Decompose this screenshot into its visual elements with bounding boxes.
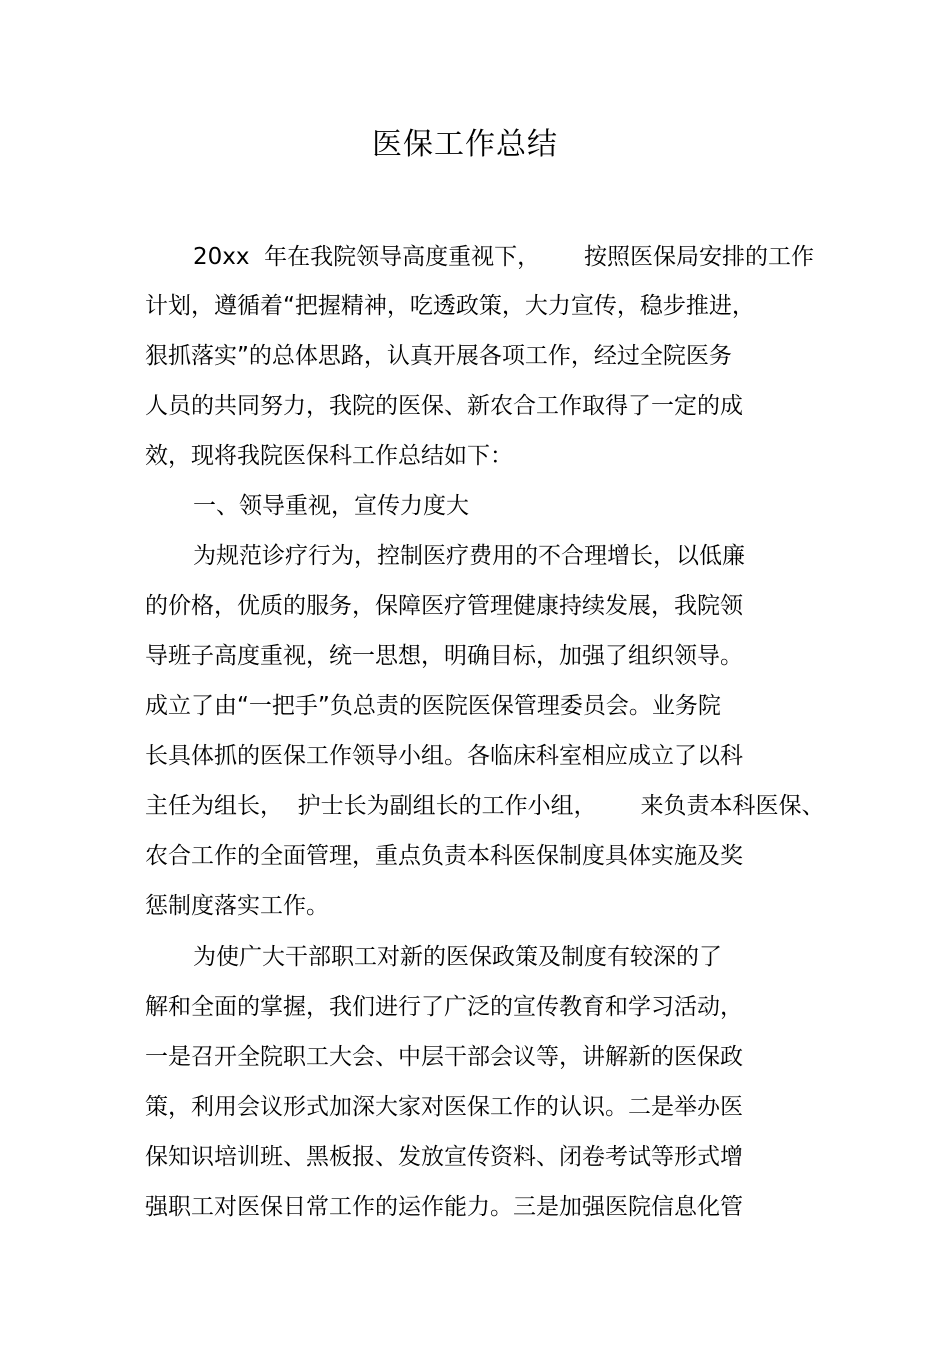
text-line: 主任为组长， 护士长为副组长的工作小组， 来负责本科医保、 — [145, 793, 825, 819]
text-line: 惩制度落实工作。 — [145, 893, 329, 919]
text-line: 农合工作的全面管理，重点负责本科医保制度具体实施及奖 — [145, 843, 743, 869]
text-line: 长具体抓的医保工作领导小组。各临床科室相应成立了以科 — [145, 743, 743, 769]
text-line: 强职工对医保日常工作的运作能力。三是加强医院信息化管 — [145, 1194, 743, 1220]
text-line: 为使广大干部职工对新的医保政策及制度有较深的了 — [193, 944, 722, 970]
text-line: 保知识培训班、黑板报、发放宣传资料、闭卷考试等形式增 — [145, 1144, 743, 1170]
text-line: 人员的共同努力，我院的医保、新农合工作取得了一定的成 — [145, 393, 743, 419]
text-line: 策，利用会议形式加深大家对医保工作的认识。二是举办医 — [145, 1094, 743, 1120]
text-line: 效，现将我院医保科工作总结如下： — [145, 443, 513, 469]
text-line: 导班子高度重视，统一思想，明确目标，加强了组织领导。 — [145, 643, 743, 669]
section-heading: 一、领导重视，宣传力度大 — [193, 493, 469, 519]
text-line: 的价格，优质的服务，保障医疗管理健康持续发展，我院领 — [145, 593, 743, 619]
text-line: 狠抓落实”的总体思路，认真开展各项工作，经过全院医务 — [145, 343, 732, 369]
text-line: 解和全面的掌握，我们进行了广泛的宣传教育和学习活动， — [145, 994, 743, 1020]
document-title: 医保工作总结 — [372, 127, 558, 162]
text-line: 成立了由“一把手”负总责的医院医保管理委员会。业务院 — [145, 693, 721, 719]
text-line: 20xx 年在我院领导高度重视下， 按照医保局安排的工作 — [193, 244, 814, 270]
text-line: 一是召开全院职工大会、中层干部会议等，讲解新的医保政 — [145, 1044, 743, 1070]
text-line: 为规范诊疗行为，控制医疗费用的不合理增长，以低廉 — [193, 543, 745, 569]
text-line: 计划，遵循着“把握精神，吃透政策，大力宣传，稳步推进， — [145, 293, 755, 319]
